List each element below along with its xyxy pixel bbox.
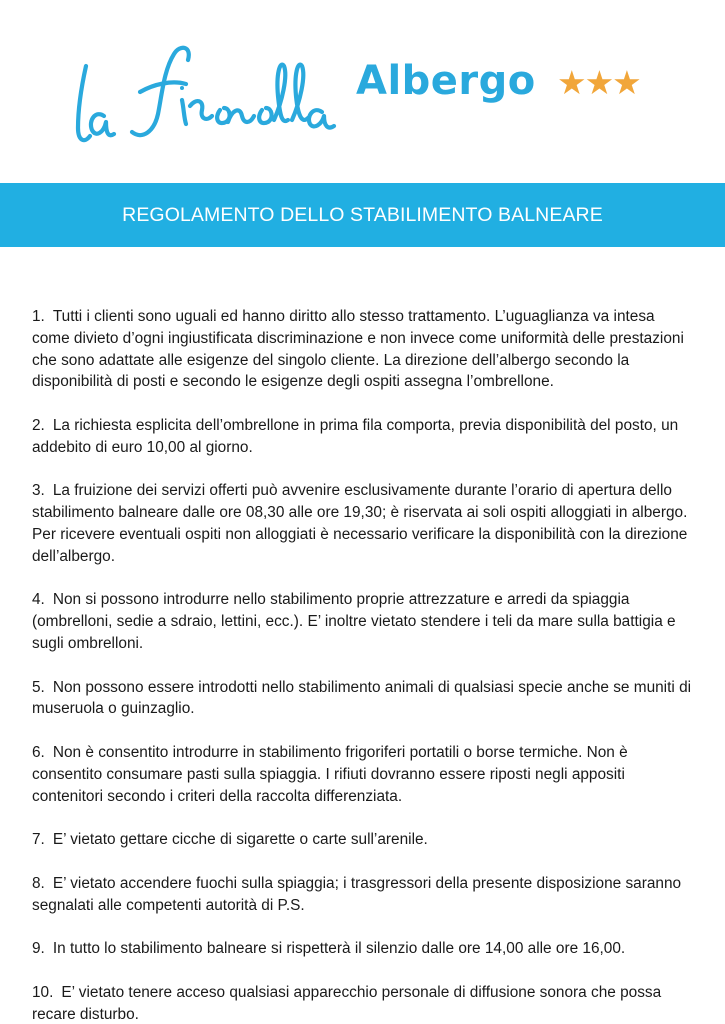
rule-number: 3. bbox=[32, 482, 45, 500]
sirenella-script-logo bbox=[70, 36, 340, 152]
rule-text: E’ vietato tenere acceso qualsiasi apparecchio personale di diffusione sonora che possa recare disturbo. bbox=[32, 983, 662, 1023]
rule-number: 10. bbox=[32, 983, 54, 1001]
rule-number: 8. bbox=[32, 874, 45, 892]
rule-number: 7. bbox=[32, 831, 45, 849]
rule-text: Non è consentito introdurre in stabilimento frigoriferi portatili o borse termiche. Non è consentito consumare pasti sulla spiaggia. I rifiuti dovranno essere riposti negli appositi contenitori secondo i criteri della raccolta differenziata. bbox=[32, 743, 628, 805]
rule-item bbox=[32, 873, 694, 917]
albergo-wordmark: Albergo bbox=[356, 58, 536, 104]
rule-number: 2. bbox=[32, 416, 45, 434]
rule-number: 4. bbox=[32, 591, 45, 609]
rule-text: Tutti i clienti sono uguali ed hanno diritto allo stesso trattamento. L’uguaglianza va intesa come divieto d’ogni ingiustificata discriminazione e non invece come uniformità delle prestazioni che sono adattate alle esigenze del singolo cliente. La direzione dell’albergo secondo la disponibilità di posti e secondo le esigenze degli ospiti assegna l’ombrellone. bbox=[32, 308, 684, 391]
rule-item bbox=[32, 742, 694, 807]
rule-item bbox=[32, 677, 694, 721]
rule-item bbox=[32, 415, 694, 459]
rule-number: 1. bbox=[32, 308, 45, 325]
rule-item bbox=[32, 480, 694, 567]
rule-number: 9. bbox=[32, 940, 45, 958]
rule-item bbox=[32, 589, 694, 654]
rule-item bbox=[32, 829, 694, 851]
three-star-rating-icon: ★★★ bbox=[557, 64, 640, 101]
rule-number: 6. bbox=[32, 743, 45, 761]
rule-item bbox=[32, 306, 694, 393]
title-banner bbox=[0, 183, 725, 247]
rule-text: E’ vietato accendere fuochi sulla spiaggia; i trasgressori della presente disposizione saranno segnalati alle competenti autorità di P.S. bbox=[32, 874, 682, 914]
rule-item bbox=[32, 938, 694, 960]
rule-text: Non si possono introdurre nello stabilimento proprie attrezzature e arredi da spiaggia (ombrelloni, sedie a sdraio, lettini, ecc.). E’ inoltre vietato stendere i teli da mare sulla battigia e sugli ombrelloni. bbox=[32, 591, 676, 652]
rule-text: Non possono essere introdotti nello stabilimento animali di qualsiasi specie anche se muniti di museruola o guinzaglio. bbox=[32, 678, 692, 718]
rule-text: La fruizione dei servizi offerti può avvenire esclusivamente durante l’orario di apertura dello stabilimento balneare dalle ore 08,30 alle ore 19,30; è riservata ai soli ospiti alloggiati in albergo. Per ricevere eventuali ospiti non alloggiati è necessario verificare la disponibilità con la direzione dell’albergo. bbox=[32, 482, 688, 565]
rule-text: In tutto lo stabilimento balneare si rispetterà il silenzio dalle ore 14,00 alle ore 16,00. bbox=[52, 940, 626, 958]
page-title: REGOLAMENTO DELLO STABILIMENTO BALNEARE bbox=[122, 203, 603, 226]
page-header bbox=[0, 0, 725, 183]
rule-number: 5. bbox=[32, 678, 45, 696]
rule-item bbox=[32, 982, 694, 1024]
rules-list bbox=[32, 306, 694, 1024]
rule-text: La richiesta esplicita dell’ombrellone in prima fila comporta, previa disponibilità del posto, un addebito di euro 10,00 al giorno. bbox=[32, 416, 679, 456]
rule-text: E’ vietato gettare cicche di sigarette o carte sull’arenile. bbox=[52, 831, 428, 849]
